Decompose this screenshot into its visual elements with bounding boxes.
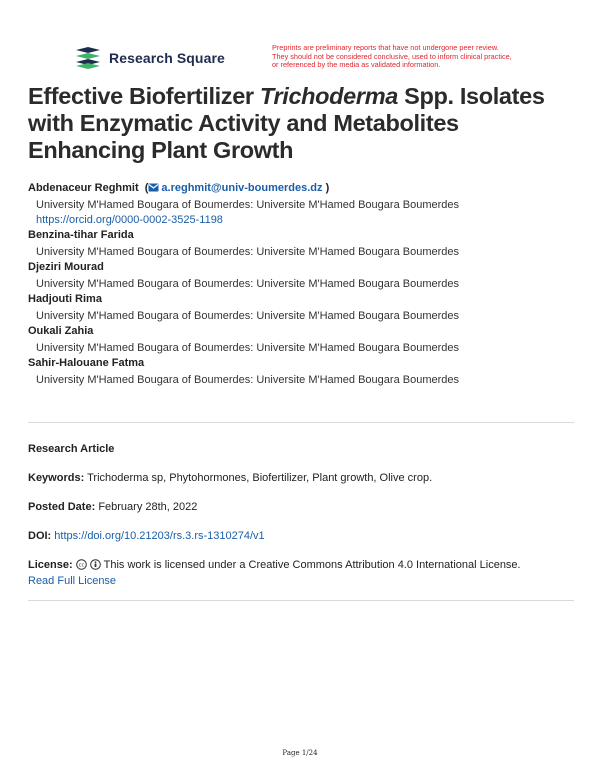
article-type [28, 441, 574, 457]
doi-link[interactable]: https://doi.org/10.21203/rs.3.rs-1310274/v1 [54, 530, 265, 542]
author-name: Hadjouti Rima [28, 293, 102, 305]
license-text: This work is licensed under a Creative Commons Attribution 4.0 International License. [103, 559, 521, 571]
article-type-label: Research Article [28, 443, 115, 455]
read-full-license-link[interactable]: Read Full License [28, 575, 117, 587]
cc-icon [76, 559, 87, 570]
author-entry [28, 260, 573, 293]
author-name: Abdenaceur Reghmit [28, 182, 139, 194]
title-italic: Trichoderma [259, 83, 398, 109]
author-affiliation: University M'Hamed Bougara of Boumerdes: Universite M'Hamed Bougara Boumerdes [36, 342, 459, 354]
posted-date-label: Posted Date: [28, 501, 96, 513]
license-row [28, 557, 574, 589]
author-name: Benzina-tihar Farida [28, 229, 134, 241]
license-label: License: [28, 559, 73, 571]
research-square-logo-icon [74, 46, 102, 70]
orcid-link[interactable]: https://orcid.org/0000-0002-3525-1198 [36, 214, 223, 226]
author-affiliation: University M'Hamed Bougara of Boumerdes: Universite M'Hamed Bougara Boumerdes [36, 310, 459, 322]
doi-row [28, 528, 574, 544]
title-suffix: Spp. Isolates with Enzymatic Activity and Metabolites Enhancing Plant Growth [28, 83, 545, 163]
research-square-logo[interactable] [74, 46, 225, 70]
author-affiliation: University M'Hamed Bougara of Boumerdes: Universite M'Hamed Bougara Boumerdes [36, 199, 459, 211]
posted-date-row [28, 499, 574, 515]
paper-title [28, 83, 573, 164]
author-name: Djeziri Mourad [28, 261, 104, 273]
keywords-value: Trichoderma sp, Phytohormones, Biofertilizer, Plant growth, Olive crop. [87, 472, 433, 484]
divider [28, 600, 574, 601]
attribution-icon [90, 559, 101, 570]
preprint-notice [272, 44, 542, 70]
svg-text:cc: cc [78, 562, 84, 569]
notice-line: They should not be considered conclusive, used to inform clinical practice, [272, 51, 512, 61]
keywords-row [28, 470, 574, 486]
doi-label: DOI: [28, 530, 52, 542]
author-name: Oukali Zahia [28, 325, 94, 337]
posted-date-value: February 28th, 2022 [98, 501, 198, 513]
author-list [28, 181, 573, 389]
author-name-line: Abdenaceur Reghmit ( a.reghmit@univ-boumerdes.dz ) [28, 182, 330, 194]
author-entry [28, 181, 573, 229]
author-entry [28, 292, 573, 325]
author-email-link[interactable]: a.reghmit@univ-boumerdes.dz [161, 182, 323, 194]
author-affiliation: University M'Hamed Bougara of Boumerdes: Universite M'Hamed Bougara Boumerdes [36, 278, 459, 290]
logo-text: Research Square [109, 50, 225, 66]
title-prefix: Effective Biofertilizer [28, 83, 260, 109]
notice-line: Preprints are preliminary reports that have not undergone peer review. [272, 43, 499, 52]
author-entry [28, 324, 573, 357]
divider [28, 422, 574, 423]
page-number: Page 1/24 [282, 749, 318, 757]
author-entry [28, 228, 573, 261]
author-entry [28, 356, 573, 389]
keywords-label: Keywords: [28, 472, 85, 484]
author-name: Sahir-Halouane Fatma [28, 357, 145, 369]
notice-line: or referenced by the media as validated information. [272, 60, 441, 70]
email-icon [148, 183, 159, 192]
author-affiliation: University M'Hamed Bougara of Boumerdes: Universite M'Hamed Bougara Boumerdes [36, 246, 459, 258]
author-affiliation: University M'Hamed Bougara of Boumerdes: Universite M'Hamed Bougara Boumerdes [36, 374, 459, 386]
